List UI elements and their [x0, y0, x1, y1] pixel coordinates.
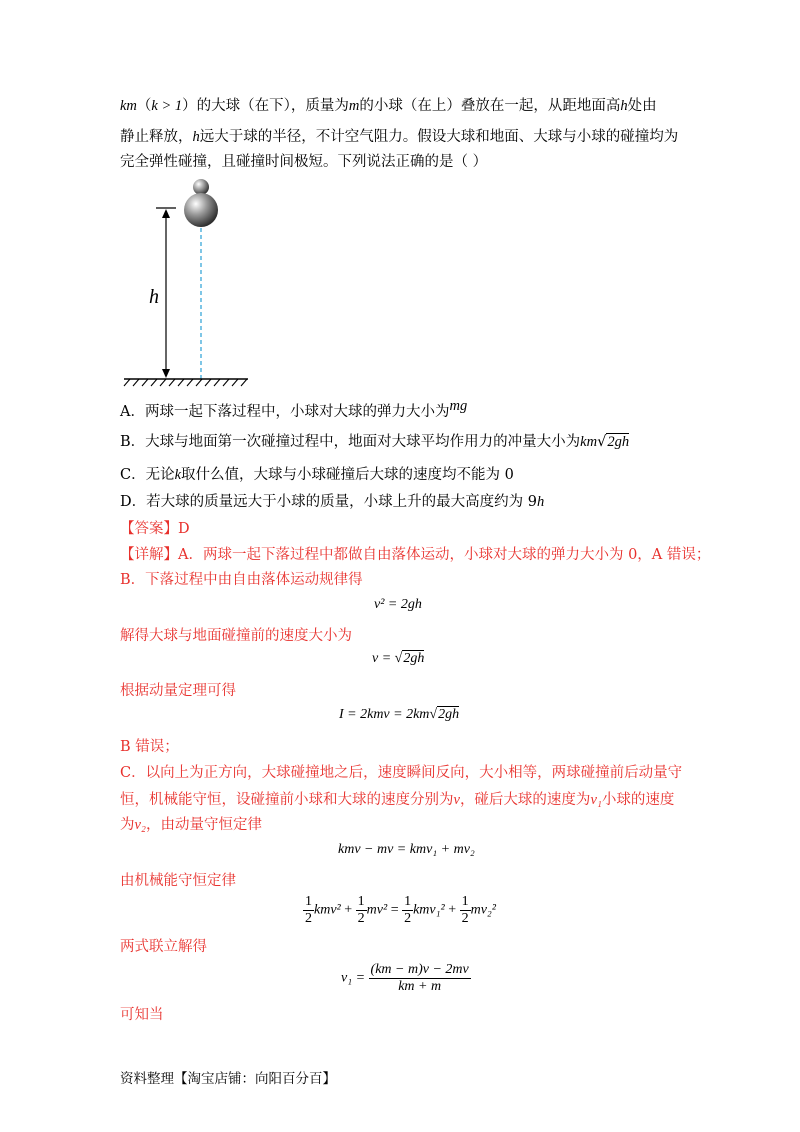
height-arrow-down [162, 369, 170, 378]
solution-c-line-1: C．以向上为正方向，大球碰撞地之后，速度瞬间反向，大小相等，两球碰撞前后动量守 [120, 765, 683, 781]
solution-c-line-2: 恒，机械能守恒，设碰撞前小球和大球的速度分别为v，碰后大球的速度为v₁小球的速度 [120, 792, 675, 808]
equation-6: v₁ = $\frac{(km - m)v - 2mv}{km + m}$ [341, 962, 469, 994]
equation-2: v = √2gh [372, 651, 425, 666]
small-ball [193, 179, 209, 195]
solution-text-3: 根据动量定理可得 [120, 683, 236, 699]
solution-text-6: 两式联立解得 [120, 939, 207, 955]
option-a: A．两球一起下落过程中，小球对大球的弹力大小为mg [120, 398, 468, 420]
question-line-3: 完全弹性碰撞，且碰撞时间极短。下列说法正确的是（ ） [120, 154, 488, 170]
solution-text-5: 由机械能守恒定律 [120, 873, 236, 889]
height-arrow-up [162, 209, 170, 218]
equation-4: kmv − mv = kmv₁ + mv₂ [338, 842, 475, 857]
big-ball [184, 193, 218, 227]
equation-5: $\frac{1}{2}$ kmv² + $\frac{1}{2}$ mv² = $\frac{1}{2}$ kmv₁² + $\frac{1}{2}$ mv₂² [305, 894, 496, 926]
solution-b-line: B．下落过程中由自由落体运动规律得 [120, 572, 363, 588]
equation-1: v² = 2gh [374, 597, 422, 612]
height-label: h [149, 286, 159, 308]
solution-text-2: 解得大球与地面碰撞前的速度大小为 [120, 628, 352, 644]
solution-c-line-3: 为v₂，由动量守恒定律 [120, 817, 262, 833]
solution-text-7: 可知当 [120, 1007, 164, 1023]
footer-text: 资料整理【淘宝店铺：向阳百分百】 [120, 1071, 336, 1087]
equation-3: I = 2kmv = 2km√2gh [339, 707, 460, 722]
falling-balls-figure [115, 175, 265, 395]
question-line-2: 静止释放，h远大于球的半径，不计空气阻力。假设大球和地面、大球与小球的碰撞均为 [120, 129, 679, 145]
answer-label: 【答案】D [120, 521, 190, 537]
option-b: B．大球与地面第一次碰撞过程中，地面对大球平均作用力的冲量大小为km√2gh [120, 434, 630, 450]
solution-b-wrong: B 错误； [120, 739, 179, 755]
question-line-1: km（k > 1）的大球（在下），质量为m的小球（在上）叠放在一起，从距地面高h处由 [120, 98, 657, 114]
ground-hatching [124, 379, 247, 386]
option-c: C．无论k取什么值，大球与小球碰撞后大球的速度均不能为 0 [120, 467, 514, 483]
solution-intro: 【详解】A．两球一起下落过程中都做自由落体运动，小球对大球的弹力大小为 0，A 错误； [120, 547, 711, 563]
option-d: D．若大球的质量远大于小球的质量，小球上升的最大高度约为 9h [120, 494, 545, 510]
